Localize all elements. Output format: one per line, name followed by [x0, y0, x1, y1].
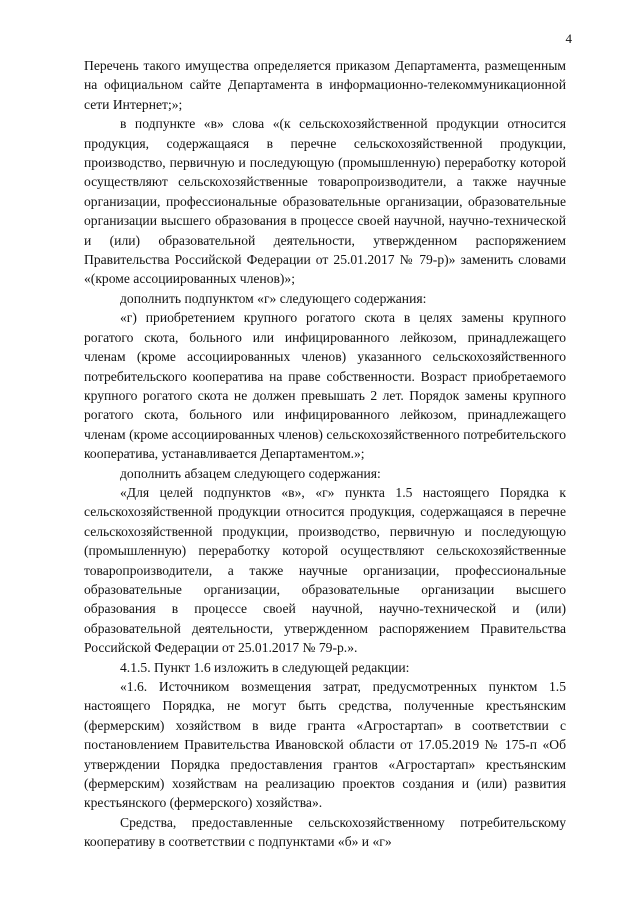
paragraph-abzac-content: «Для целей подпунктов «в», «г» пункта 1.5 настоящего Порядка к сельскохозяйственной продукции относится продукция, содержащаяся в перечне сельскохозяйственной продукции, производство, первичную и последующую (промышленную) переработку которой осуществляют сельскохозяйственные товаропроизводители, а также научные организации, профессиональные образовательные организации, образовательные организации высшего образования в процессе своей научной, научно-технической и (или) образовательной деятельности, утвержденном распоряжением Правительства Российской Федерации от 25.01.2017 № 79-р.».	[84, 484, 566, 656]
paragraph-property-list: Перечень такого имущества определяется приказом Департамента, размещенным на официальном сайте Департамента в информационно-телекоммуникационной сети Интернет;»;	[84, 58, 566, 112]
paragraph-subitem-g-content: «г) приобретением крупного рогатого скота в целях замены крупного рогатого скота, больного или инфицированного лейкозом, принадлежащего членам (кроме ассоциированных членов) указанного сельскохозяйственного потребительского кооператива на праве собственности. Возраст приобретаемого крупного рогатого скота не должен превышать 2 лет. Порядок замены крупного рогатого скота, больного или инфицированного лейкозом, принадлежащего членам (кроме ассоциированных членов) сельскохозяйственного потребительского кооператива, устанавливается Департаментом.»;	[84, 310, 566, 462]
paragraph-add-subitem-g: дополнить подпунктом «г» следующего содержания:	[120, 290, 427, 306]
page-number: 4	[565, 31, 572, 46]
paragraph-item-1-6-content: «1.6. Источником возмещения затрат, предусмотренных пунктом 1.5 настоящего Порядка, не могут быть средства, полученные крестьянским (фермерским) хозяйством в виде гранта «Агростартап» в соответствии с постановлением Правительства Ивановской области от 17.05.2019 № 175-п «Об утверждении Порядка предоставления грантов «Агростартап» крестьянским (фермерским) хозяйствам на реализацию проектов создания и (или) развития крестьянского (фермерского) хозяйства».	[84, 679, 566, 811]
paragraph-item-4-1-5: 4.1.5. Пункт 1.6 изложить в следующей редакции:	[120, 659, 410, 675]
document-body	[84, 56, 566, 852]
paragraph-funds-provided: Средства, предоставленные сельскохозяйственному потребительскому кооперативу в соответствии с подпунктами «б» и «г»	[84, 814, 566, 850]
paragraph-subitem-v-replacement: в подпункте «в» слова «(к сельскохозяйственной продукции относится продукция, содержащаяся в перечне сельскохозяйственной продукции, производство, первичную и последующую (промышленную) переработку которой осуществляют сельскохозяйственные товаропроизводители, а также научные организации, профессиональные образовательные организации, образовательные организации высшего образования в процессе своей научной, научно-технической и (или) образовательной деятельности, утвержденном распоряжением Правительства Российской Федерации от 25.01.2017 № 79-р)» заменить словами «(кроме ассоциированных членов)»;	[84, 116, 566, 287]
paragraph-add-abzac: дополнить абзацем следующего содержания:	[120, 465, 381, 481]
